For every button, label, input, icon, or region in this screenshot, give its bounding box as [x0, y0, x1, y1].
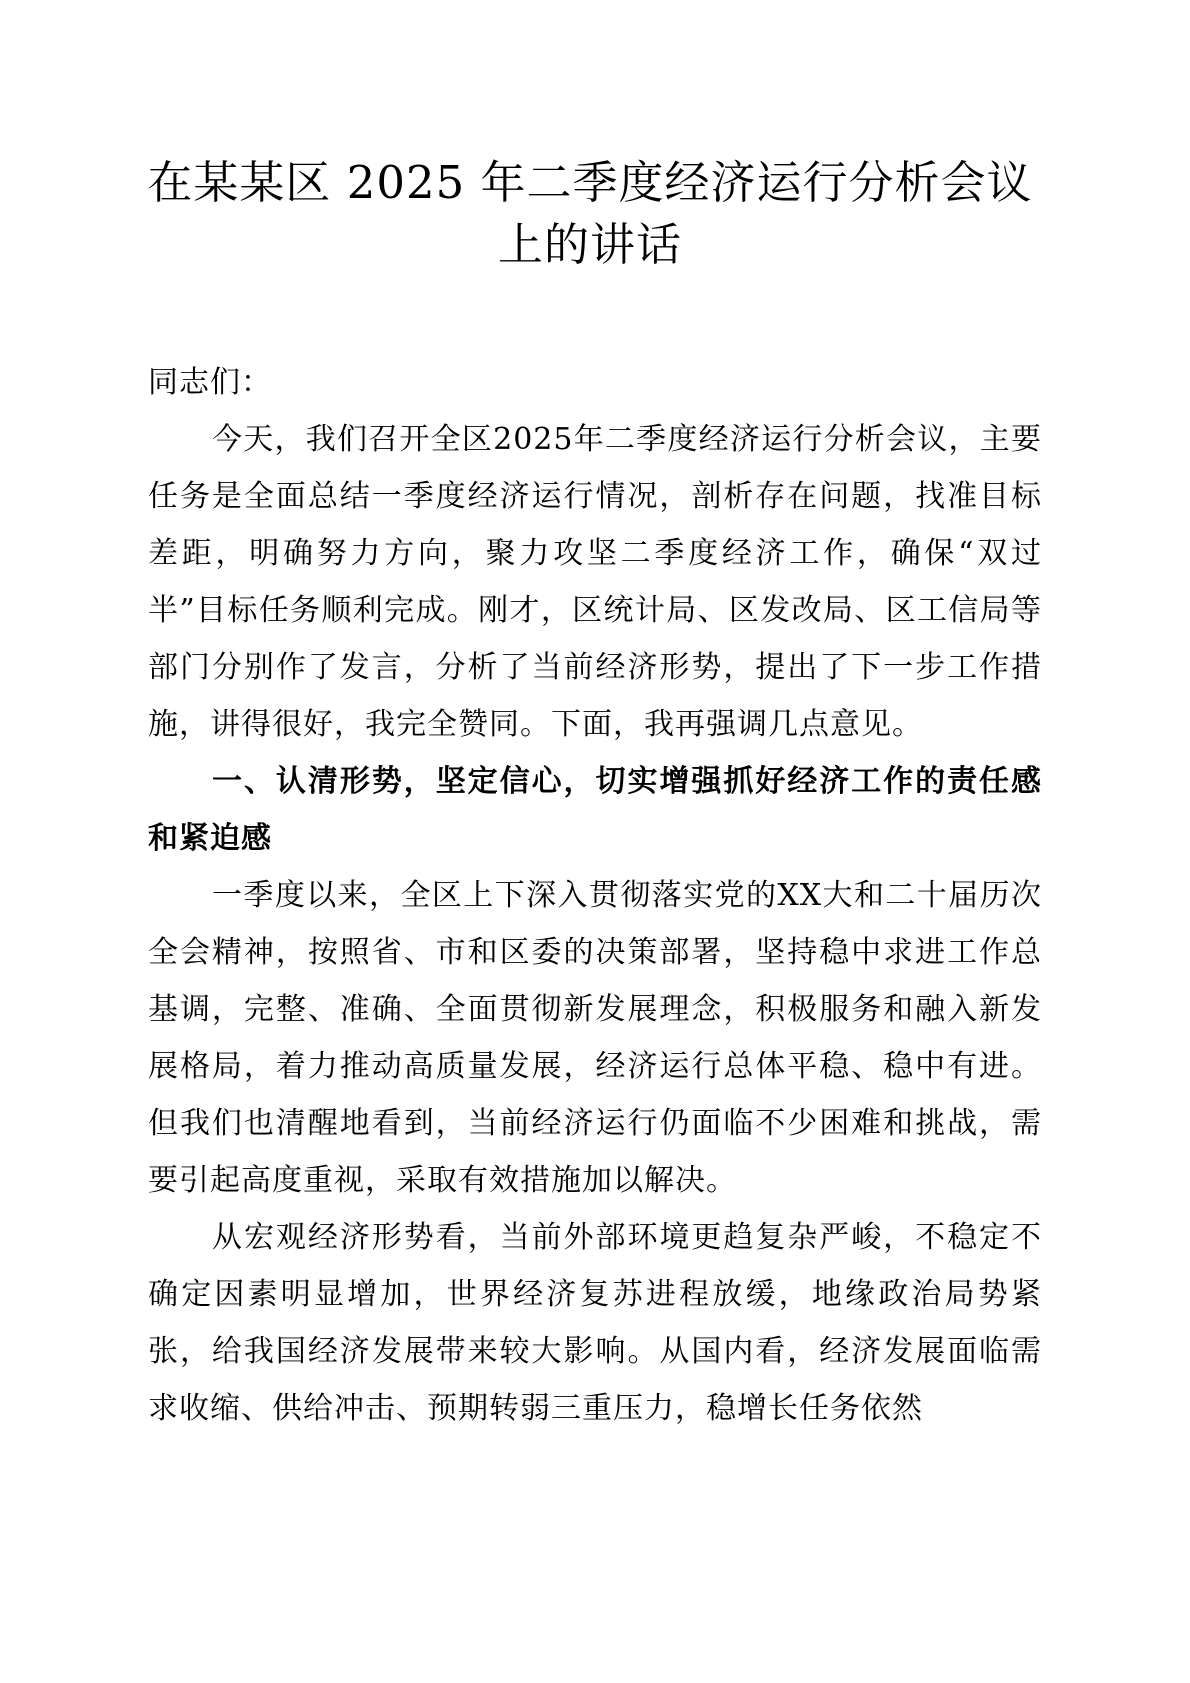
intro-paragraph: 今天，我们召开全区2025年二季度经济运行分析会议，主要任务是全面总结一季度经济运行情况，剖析存在问题，找准目标差距，明确努力方向，聚力攻坚二季度经济工作，确保“双过半”目标任务顺利完成。刚才，区统计局、区发改局、区工信局等部门分别作了发言，分析了当前经济形势，提出了下一步工作措施，讲得很好，我完全赞同。下面，我再强调几点意见。	[148, 422, 1042, 742]
section-1-paragraph-2: 从宏观经济形势看，当前外部环境更趋复杂严峻，不稳定不确定因素明显增加，世界经济复苏进程放缓，地缘政治局势紧张，给我国经济发展带来较大影响。从国内看，经济发展面临需求收缩、供给冲击、预期转弱三重压力，稳增长任务依然	[148, 1220, 1042, 1426]
section-1-paragraph-1: 一季度以来，全区上下深入贯彻落实党的XX大和二十届历次全会精神，按照省、市和区委的决策部署，坚持稳中求进工作总基调，完整、准确、全面贯彻新发展理念，积极服务和融入新发展格局，着力推动高质量发展，经济运行总体平稳、稳中有进。但我们也清醒地看到，当前经济运行仍面临不少困难和挑战，需要引起高度重视，采取有效措施加以解决。	[148, 878, 1042, 1198]
document-body	[148, 354, 1042, 1437]
salutation: 同志们：	[148, 365, 272, 400]
document-title: 在某某区 2025 年二季度经济运行分析会议上的讲话	[147, 156, 1033, 271]
section-heading-1: 一、认清形势，坚定信心，切实增强抓好经济工作的责任感和紧迫感	[148, 764, 1042, 856]
